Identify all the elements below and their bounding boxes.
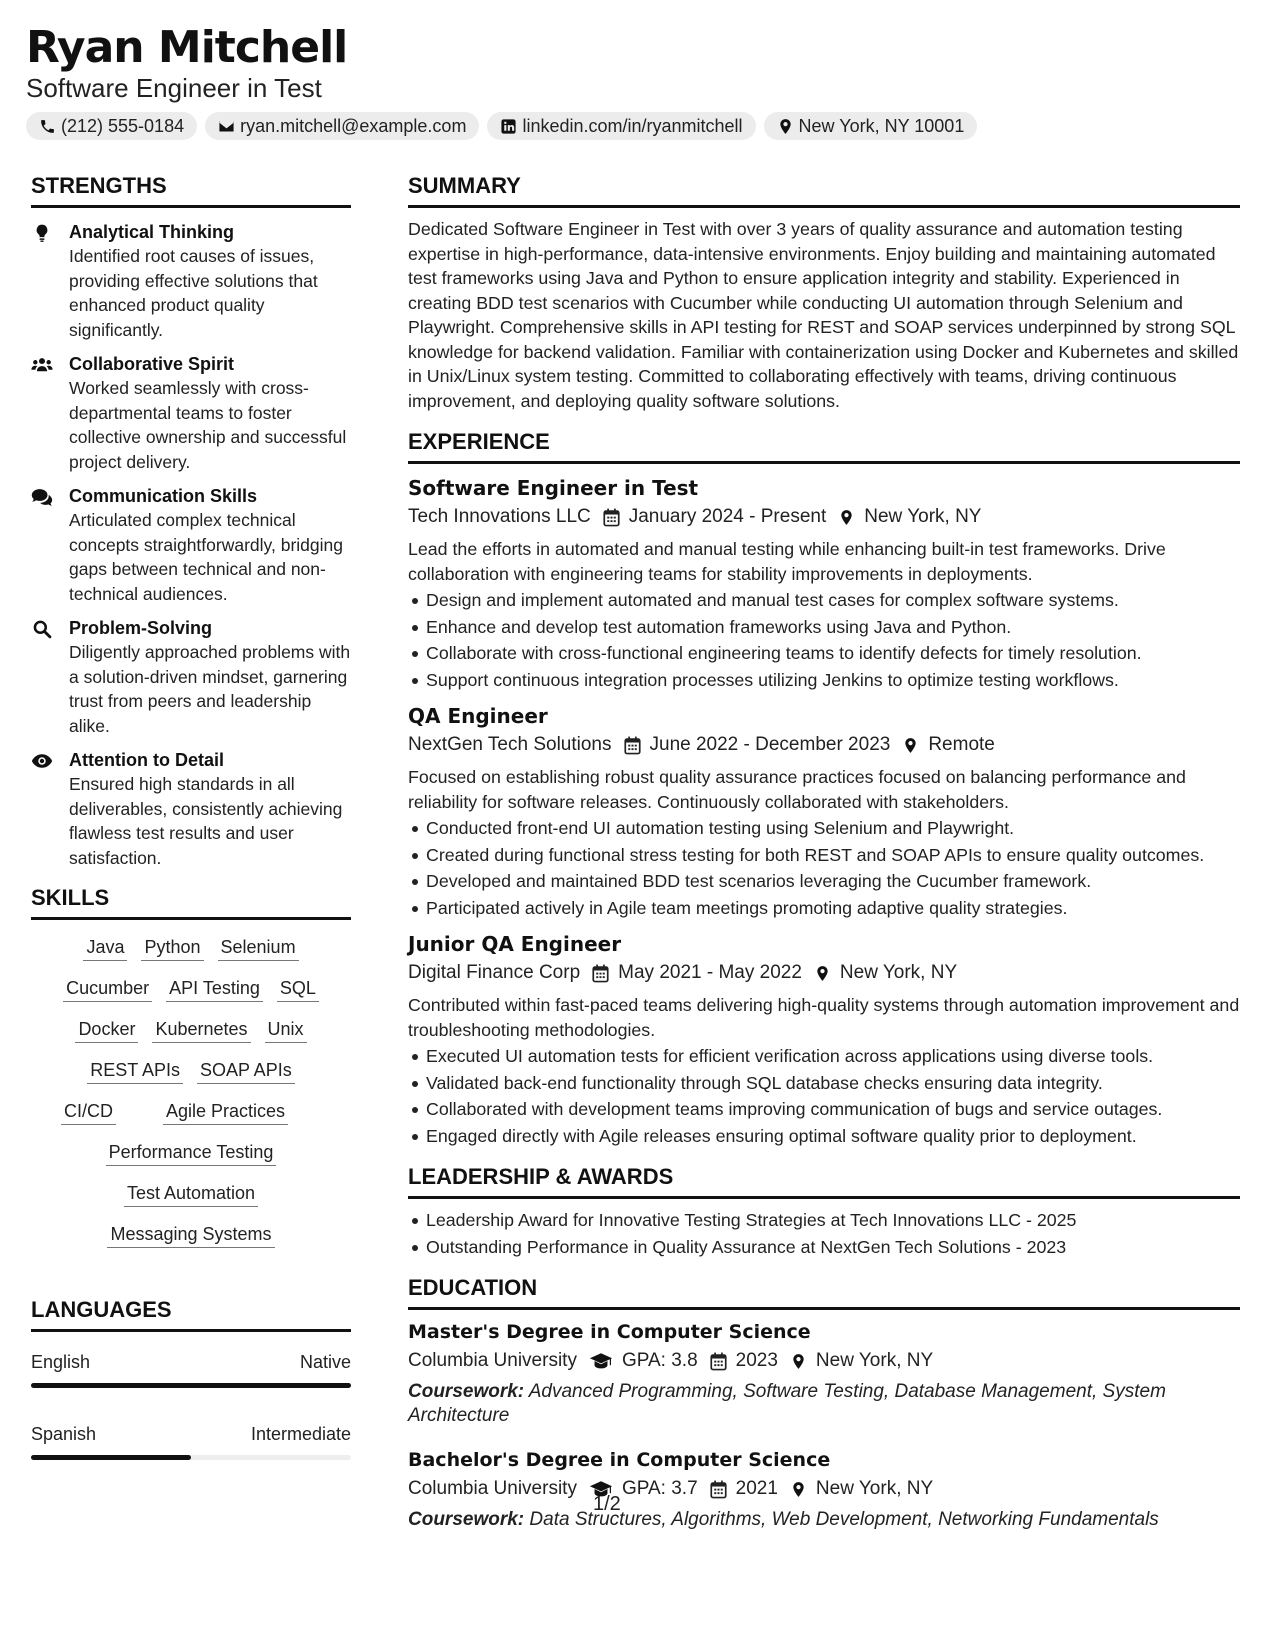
job-entry — [408, 702, 1240, 920]
language-level: Intermediate — [250, 1424, 351, 1444]
coursework-label: Coursework: — [408, 1509, 525, 1530]
job-bullet: Design and implement automated and manual test cases for complex software systems. — [408, 588, 1240, 613]
language-proficiency-fill — [31, 1455, 191, 1460]
language-proficiency-bar — [31, 1383, 351, 1388]
map-pin-icon — [790, 1480, 807, 1499]
strength-desc: Ensured high standards in all deliverables, consistently achieving flawless test results and user satisfaction. — [69, 774, 343, 868]
languages-heading: LANGUAGES — [31, 1296, 351, 1332]
job-bullet: Collaborated with development teams improving communication of bugs and service outages. — [408, 1097, 1240, 1122]
language-proficiency-bar — [31, 1455, 351, 1460]
calendar-icon — [603, 508, 620, 527]
job-meta — [408, 730, 1240, 760]
leadership-list — [408, 1208, 1240, 1259]
skill-tag: Messaging Systems — [107, 1221, 274, 1248]
skill-tag: REST APIs — [87, 1057, 183, 1084]
job-description: Focused on establishing robust quality assurance practices focused on balancing performance and reliability for software releases. Continuously collaborated with stakeholders. — [408, 767, 1186, 812]
job-bullet: Conducted front-end UI automation testing using Selenium and Playwright. — [408, 816, 1240, 841]
map-pin-icon — [838, 508, 855, 527]
map-pin-icon — [790, 1352, 807, 1371]
job-dates: June 2022 - December 2023 — [649, 734, 891, 755]
job-description: Contributed within fast-paced teams delivering high-quality systems through automation improvement and troubleshooting methodologies. — [408, 995, 1240, 1040]
job-entry — [408, 930, 1240, 1148]
job-bullet: Executed UI automation tests for efficient verification across applications using diverse tools. — [408, 1044, 1240, 1069]
job-company: Tech Innovations LLC — [408, 506, 591, 527]
job-bullet: Engaged directly with Agile releases ensuring optimal software quality prior to deployment. — [408, 1124, 1240, 1149]
contact-location-text: New York, NY 10001 — [798, 115, 965, 136]
languages-section — [31, 1296, 351, 1460]
strength-item — [31, 748, 351, 870]
skill-tag: Python — [141, 934, 203, 961]
education-heading: EDUCATION — [408, 1274, 1240, 1310]
strengths-heading: STRENGTHS — [31, 172, 351, 208]
contact-location — [764, 112, 978, 140]
job-dates: January 2024 - Present — [628, 506, 827, 527]
coursework — [408, 1380, 1240, 1428]
skill-tag: CI/CD — [61, 1098, 116, 1125]
award-item: Outstanding Performance in Quality Assurance at NextGen Tech Solutions - 2023 — [408, 1235, 1240, 1260]
job-title: QA Engineer — [408, 704, 548, 728]
summary-text: Dedicated Software Engineer in Test with over 3 years of quality assurance and automation testing expertise in high-performance, data-intensive environments. Enjoy building and maintaining automated test frameworks using Java and Python to ensure application integrity and stability. Experienced in creating BDD test scenarios with Cucumber while conducting UI automation through Selenium and Playwright. Comprehensive skills in API testing for REST and SOAP services underpinned by strong SQL knowledge for backend validation. Familiar with containerization using Docker and Kubernetes and skilled in Unix/Linux system testing. Committed to collaborating effectively with teams, driving continuous improvement, and deploying quality software solutions. — [408, 219, 1239, 411]
job-location: New York, NY — [839, 962, 958, 983]
coursework-list: Advanced Programming, Software Testing, Database Management, System Architecture — [408, 1381, 1166, 1426]
skill-tag: Agile Practices — [163, 1098, 288, 1125]
skill-tag: SOAP APIs — [197, 1057, 295, 1084]
leadership-heading: LEADERSHIP & AWARDS — [408, 1163, 1240, 1199]
job-bullet: Participated actively in Agile team meetings promoting adaptive quality strategies. — [408, 896, 1240, 921]
page-number: 1/2 — [593, 1493, 621, 1515]
language-level: Native — [299, 1352, 351, 1372]
summary-heading: SUMMARY — [408, 172, 1240, 208]
skill-tag: Unix — [265, 1016, 307, 1043]
eye-icon — [31, 751, 53, 771]
skill-tag: Performance Testing — [106, 1139, 277, 1166]
calendar-icon — [624, 736, 641, 755]
lightbulb-icon — [31, 223, 53, 243]
calendar-icon — [592, 964, 609, 983]
phone-icon — [39, 118, 56, 135]
school-location: New York, NY — [815, 1478, 934, 1499]
job-title: Software Engineer in Test — [408, 476, 699, 500]
calendar-icon — [710, 1352, 727, 1371]
skill-tag: Selenium — [218, 934, 299, 961]
education-meta — [408, 1346, 1240, 1376]
job-bullets — [408, 588, 1240, 692]
map-pin-icon — [777, 118, 794, 135]
coursework — [408, 1508, 1240, 1532]
contact-phone-text: (212) 555-0184 — [61, 115, 185, 136]
candidate-role: Software Engineer in Test — [26, 73, 322, 103]
skill-tag: Java — [83, 934, 127, 961]
map-pin-icon — [814, 964, 831, 983]
school-name: Columbia University — [408, 1478, 577, 1499]
search-icon — [31, 619, 53, 639]
skill-tag: Kubernetes — [152, 1016, 250, 1043]
envelope-icon — [218, 118, 235, 135]
resume-header — [26, 22, 1246, 140]
job-entry — [408, 474, 1240, 692]
skill-tag: Cucumber — [63, 975, 152, 1002]
calendar-icon — [710, 1480, 727, 1499]
education-entry — [408, 1318, 1240, 1428]
graduation-year: 2023 — [735, 1350, 778, 1371]
map-pin-icon — [902, 736, 919, 755]
contact-phone[interactable] — [26, 112, 197, 140]
skill-tag: API Testing — [166, 975, 263, 1002]
linkedin-icon — [500, 118, 517, 135]
right-column — [408, 172, 1240, 1532]
contact-linkedin[interactable] — [487, 112, 755, 140]
job-bullet: Support continuous integration processes utilizing Jenkins to optimize testing workflows. — [408, 668, 1240, 693]
job-bullet: Collaborate with cross-functional engineering teams to identify defects for timely resolution. — [408, 641, 1240, 666]
job-title: Junior QA Engineer — [408, 932, 622, 956]
strength-item — [31, 616, 351, 738]
education-meta — [408, 1474, 1240, 1504]
job-meta — [408, 958, 1240, 988]
job-bullet: Developed and maintained BDD test scenarios leveraging the Cucumber framework. — [408, 869, 1240, 894]
contact-email[interactable] — [205, 112, 479, 140]
skill-tag: Test Automation — [124, 1180, 258, 1207]
school-name: Columbia University — [408, 1350, 577, 1371]
coursework-label: Coursework: — [408, 1381, 525, 1402]
strengths-list — [31, 220, 351, 870]
users-icon — [31, 355, 53, 375]
graduation-year: 2021 — [735, 1478, 778, 1499]
job-bullet: Created during functional stress testing for both REST and SOAP APIs to ensure quality outcomes. — [408, 843, 1240, 868]
job-location: Remote — [928, 734, 995, 755]
language-item — [31, 1350, 351, 1388]
skills-heading: SKILLS — [31, 884, 351, 920]
skill-tag: Docker — [75, 1016, 138, 1043]
candidate-name: Ryan Mitchell — [26, 22, 348, 73]
strength-title: Problem-Solving — [69, 618, 213, 638]
language-name: Spanish — [31, 1424, 97, 1444]
job-company: Digital Finance Corp — [408, 962, 581, 983]
language-item — [31, 1422, 351, 1460]
job-description: Lead the efforts in automated and manual testing while enhancing built-in test frameworks. Drive collaboration with engineering teams for stability improvements in deployments. — [408, 539, 1166, 584]
strength-item — [31, 352, 351, 474]
job-dates: May 2021 - May 2022 — [618, 962, 802, 983]
strength-title: Collaborative Spirit — [69, 354, 235, 374]
language-proficiency-fill — [31, 1383, 351, 1388]
education-entry — [408, 1446, 1240, 1532]
strength-title: Communication Skills — [69, 486, 258, 506]
degree-title: Master's Degree in Computer Science — [408, 1321, 811, 1343]
job-bullet: Validated back-end functionality through SQL database checks ensuring data integrity. — [408, 1071, 1240, 1096]
job-location: New York, NY — [864, 506, 982, 527]
skills-section — [31, 884, 351, 1256]
job-company: NextGen Tech Solutions — [408, 734, 612, 755]
award-item: Leadership Award for Innovative Testing Strategies at Tech Innovations LLC - 2025 — [408, 1208, 1240, 1233]
strength-title: Analytical Thinking — [69, 222, 235, 242]
job-meta — [408, 502, 1240, 532]
skills-list — [31, 928, 351, 1256]
language-name: English — [31, 1352, 91, 1372]
experience-heading: EXPERIENCE — [408, 428, 1240, 464]
strength-desc: Diligently approached problems with a solution-driven mindset, garnering trust from peers and leadership alike. — [69, 642, 351, 736]
school-location: New York, NY — [815, 1350, 934, 1371]
gpa: GPA: 3.7 — [621, 1478, 698, 1499]
job-bullets — [408, 816, 1240, 920]
job-bullet: Enhance and develop test automation frameworks using Java and Python. — [408, 615, 1240, 640]
graduation-cap-icon — [589, 1352, 613, 1371]
gpa: GPA: 3.8 — [621, 1350, 698, 1371]
strength-item — [31, 484, 351, 606]
strength-desc: Identified root causes of issues, providing effective solutions that enhanced product quality significantly. — [69, 246, 318, 340]
contact-linkedin-text: linkedin.com/in/ryanmitchell — [522, 115, 743, 136]
strength-item — [31, 220, 351, 342]
job-bullets — [408, 1044, 1240, 1148]
strength-desc: Worked seamlessly with cross-departmental teams to foster collective ownership and successful project delivery. — [69, 378, 347, 472]
skill-tag: SQL — [277, 975, 319, 1002]
contact-email-text: ryan.mitchell@example.com — [240, 115, 467, 136]
coursework-list: Data Structures, Algorithms, Web Development, Networking Fundamentals — [529, 1509, 1159, 1530]
strength-desc: Articulated complex technical concepts straightforwardly, bridging gaps between technical and non-technical audiences. — [69, 510, 343, 604]
contact-bar — [26, 112, 1246, 140]
strength-title: Attention to Detail — [69, 750, 224, 770]
comments-icon — [31, 487, 53, 507]
left-column — [31, 172, 351, 1460]
degree-title: Bachelor's Degree in Computer Science — [408, 1449, 831, 1471]
